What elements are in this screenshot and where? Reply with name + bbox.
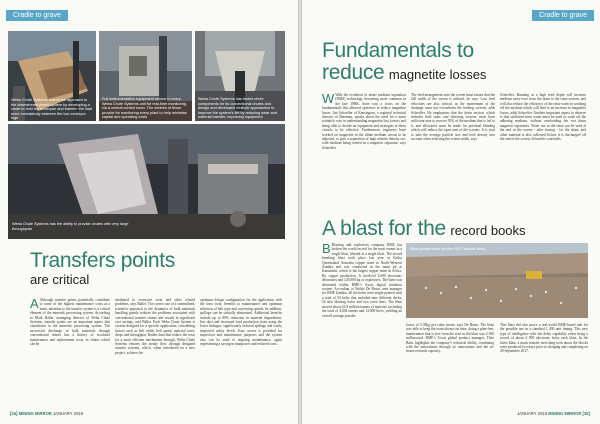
right-body-column-2	[411, 93, 495, 199]
right-body-column-5	[406, 323, 494, 391]
right-column-4-text: Blasting and explosives company BME has broken the world record for the most tonnes in a single blast, blasted at a single blast. The record breaking blast took place last year at Kathu Queensland Australia copper mine in North-Western Zambia and was conducted in the main pit at Kansanshi, which is the largest copper mine in Africa. By copper production. It involved 4,690 electronic detonators and 120,000 kg of explosives. The blast was detonated within BME’s Axxis digital initiation system. According to Waldo De Bruin, area manager for BME Zambia, all the holes were single-primed with a total of 54 holes that included nine different decks, 54 shot blasting holes and two extra lines. The blast moved about 41.8 million tonnes of material, including the total of 4,694 tonnes and 14,000 litres, yielding an overall average powder	[322, 243, 402, 318]
drop-cap-right-1: W	[322, 93, 335, 106]
photo-caption-2: Full instrumentation equipment sensor in every Weba Chute Systems unit for real-time monitoring, via a central control room. The centres of those provide for monitoring every plant to help minimise capital and operating costs	[102, 97, 187, 120]
photo-caption-3: Weba Chute Systems has tested chute components for its conventional chutes and design and developed multiple approaches to improve the system's life by reducing wear and material transfer, improving equipment	[198, 97, 277, 120]
left-footer-page: [34]	[10, 411, 18, 416]
right-headline-1	[322, 40, 592, 83]
left-footer-publication: MINING MIRROR	[18, 411, 52, 416]
section-tag-left: Cradle to grave	[6, 10, 68, 21]
drop-cap-right-2: B	[322, 243, 331, 256]
right-headline-1-sub: magnetite losses	[388, 67, 487, 82]
left-body-column-2	[115, 298, 195, 390]
left-page	[0, 0, 298, 424]
left-column-2-text: attributed to excessive wear and other related problems, says Baller. The correct use of a streamlined, scientific approach to the dynamics of bulk materials handling greatly reduces the problems associated with conventional transfer chutes and results in significant cost savings, said Baller. Each Weba Chute System is custom designed for a specific application, considering factors such as belt width, belt speed, material sizes, drops and throughput. Rather than that reduce the wear for a more efficient mechanism through, Weba Chute Systems ensures the steady flow through designed transfer systems, which, when introduced on a new project, achieve the	[115, 298, 195, 355]
right-column-3-text: Schoeffer. Running at a high feed depth will increase medium carry-over from the drain to the rinse section, and will also reduce the efficiency of the rinse water in washing off the medium which will lead to an increase in magnetite losses, adds Schoeffer. Another important aspect to observe is that sufficient rinse water must be used to wash off the adhering medium, without overloading the wet drum magnetic separators. Water use in the rinse can be used at the end of the screen - after rinsing - for the drain, and other material is also collected before it is discharged off the end of the screen, Schoeffer concludes.	[500, 93, 586, 142]
right-headline-1-line2: reduce	[322, 61, 385, 84]
photo-caption-4: Weba Chute Systems has the ability to provide chutes with very large throughputs	[12, 222, 129, 231]
left-column-1-text: Although transfer points potentially contribute to some of the highest maintenance costs at a mine, attention to the transfer system is a critical element of the minerals processing system. According to Mark Baller, managing director of Weba Chute Systems, transfer points are an important aspect that contributes to the minerals processing system. The successful discharge of bulk materials through conventional chutes has a history of escalated maintenance and replacement costs, as chutes which can be	[30, 298, 110, 347]
drop-cap-left: A	[30, 298, 39, 311]
photo-large-chute	[8, 124, 285, 239]
right-footer-date: JANUARY 2018	[517, 411, 547, 416]
photo-chute-1	[8, 31, 96, 121]
left-headline-main: Transfers points	[30, 249, 175, 272]
photo-instrumentation	[99, 31, 192, 121]
blast-photo-image	[406, 243, 588, 318]
right-column-1-text: With the evolution of dense medium separation (DMS) technology becoming more common in the late 1980s, there was a focus on the fundamentals that allowed operators to reduce magnetite losses. Ian Schoeffer of Kensington, a regional technical director of Bateman, speaks about the need for a more scientific way in understanding magnetite loss factors and being able to decide on equipment and strategies at these circuits to be effective. Furthermore, engineers have worked on magnetite in the dilute medium circuit to be adjusted, to give a separation of high relative density ore, with medium being wetted in a magnetic separator, says Schoeffer.	[322, 93, 406, 150]
right-headline-1-line1: Fundamentals to	[322, 39, 474, 62]
right-footer	[517, 411, 590, 416]
section-tag-right: Cradle to grave	[532, 10, 594, 21]
right-column-5-text: factor of 0.38kg per cubic metre, says De Bruin. The blast was able to keep the team always on time, doing a plan-free, maintenance that is free from the start as the blast was 4 500 millisecond. BME’s Axxis global product manager, Theo Bain, highlights the company’s technical ability, combining with the innovations through its innovations and the in-house research capacity.	[406, 323, 494, 354]
left-headline-sub: are critical	[30, 272, 90, 287]
right-headline-2	[322, 218, 597, 239]
right-footer-page: [35]	[582, 411, 590, 416]
right-column-2-text: The feed arrangement onto the screen must ensure that the full width of the screen is utilised, he says. Low feed velocities are also critical, as the momentum of the drainage must not overwhelm the feeding screens, adds Schoeffer. He emphasises that the drain section, which includes both static and vibrating screens, must have sufficient area to recover 95% of the medium that is fed to it, and allowance must be made for potential blinding which will reduce the open area of the screens. It is vital to take the average particle size and feed density into account when selecting the screen width, says	[411, 93, 495, 142]
left-column-3-text: optimum design configuration for the application with the least wear, benefits to maintenance and optimum selection of belt type and conveying speeds. In addition, spillage can be virtually eliminated. Additional benefits include up to 80% reduction in material degradation, less dust and increased load production from using the lower linkages, significantly reduced spillage and vastly improved safety levels. Easy access is provided for inspection and maintenance purposes and the system also can be used to ongoing maintenance, again representing a saving in manpower and reduced costs.	[200, 298, 282, 347]
photo-blast-preparation	[406, 243, 588, 318]
right-body-column-4	[322, 243, 402, 391]
left-footer-date: JANUARY 2018	[53, 411, 83, 416]
right-column-6-text: This blast did also prove a real-world BME-based unit for the possible use as a standard 1 400 unit timing. This new type of intelligence with the delay capability when firing a record of about 4 900 electronic holes each blast. In the latest blast, a main transfer stretching took about the blocks were produced two days prior to charging and completing on 28 September 2017.	[500, 323, 588, 354]
right-body-column-1	[322, 93, 406, 199]
left-body-column-3	[200, 298, 282, 390]
right-headline-2-sub: record books	[450, 223, 526, 238]
photo-chute-components	[195, 31, 285, 121]
left-headline	[30, 250, 280, 286]
photo-caption-1: Weba Chute Systems solved the approach to the downstream (feed) system by developing a chute to hold the underpan and transfer the load more consistently between the two conveyor legs	[11, 98, 93, 121]
right-body-column-3	[500, 93, 586, 199]
right-page	[302, 0, 600, 424]
left-footer	[10, 411, 83, 416]
right-headline-2-main: A blast for the	[322, 217, 446, 240]
right-body-column-6	[500, 323, 588, 391]
blast-photo-title: Blast preparation for the 2017 record blast.	[410, 246, 486, 251]
left-body-column-1	[30, 298, 110, 390]
right-footer-publication: MINING MIRROR	[548, 411, 582, 416]
